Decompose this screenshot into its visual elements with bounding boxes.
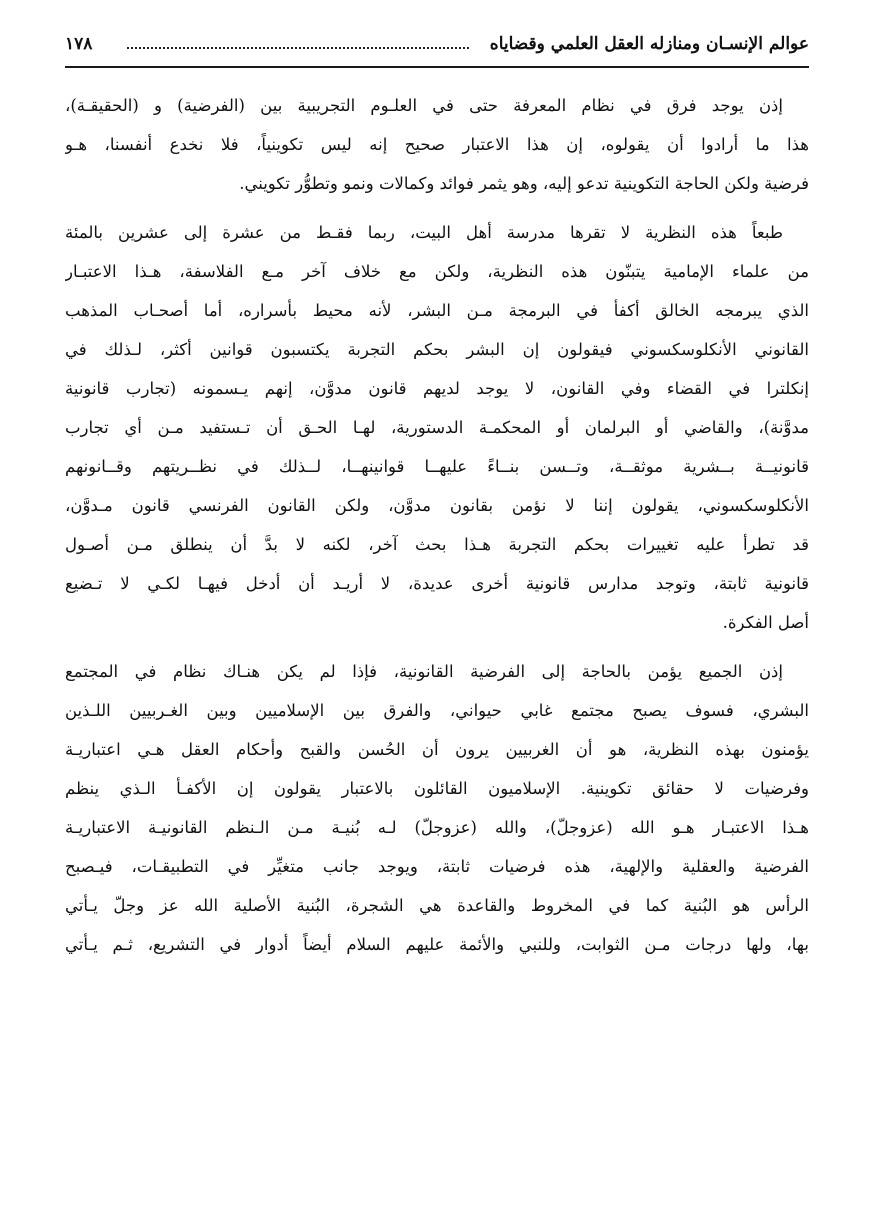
header-title: عوالم الإنسـان ومنازله العقل العلمي وقضاياه	[489, 34, 809, 54]
text-line: أصل الفكرة.	[722, 613, 809, 632]
text-line: بها، ولها درجات مـن الثوابت، وللنبي والأئمة عليهم السلام أيضاً أدوار في التشريع، ثـم يـأتي	[65, 935, 809, 954]
text-line: الفرضية والعقلية والإلهية، هذه فرضيات ثابتة، ويوجد جانب متغيِّر في التطبيقـات، فيـصبح	[65, 857, 809, 876]
text-line: هـذا الاعتبـار هـو الله (عزوجلّ)، والله (عزوجلّ) لـه بُنيـة مـن الـنظم القانونيـة الاعتباريـة	[65, 818, 809, 837]
text-line: إنكلترا في القضاء وفي القانون، لا يوجد لديهم قانون مدوَّن، إنهم يـسمونه (تجارب قانونية	[65, 379, 809, 398]
text-line: إذن يوجد فرق في نظام المعرفة حتى في العلـوم التجريبية بين (الفرضية) و (الحقيقـة)،	[65, 96, 783, 115]
text-line: فرضية ولكن الحاجة التكوينية تدعو إليه، وهو يثمر فوائد وكمالات ونمو وتطوُّر تكويني.	[239, 174, 809, 193]
text-line: إذن الجميع يؤمن بالحاجة إلى الفرضية القانونية، فإذا لم يكن هنـاك نظام في المجتمع	[65, 662, 783, 681]
page-number: ١٧٨	[65, 34, 93, 54]
text-line: من علماء الإمامية يتبنّون هذه النظرية، ولكن مع خلاف آخر مـع الفلاسفة، هـذا الاعتبـار	[65, 262, 809, 281]
text-line: قانونية ثابتة، وتوجد مدارس قانونية أخرى عديدة، لا أريـد أن أدخل فيهـا لكـي لا تـضيع	[65, 574, 809, 593]
text-line: الأنكلوسكسوني، يقولون إننا لا نؤمن بقانون مدوَّن، ولكن القانون الفرنسي قانون مـدوَّن،	[65, 496, 809, 515]
text-line: طبعاً هذه النظرية لا تقرها مدرسة أهل البيت، ربما فقـط من عشرة إلى عشرين بالمئة	[65, 223, 783, 242]
body-text	[65, 86, 809, 974]
text-line: الرأس هو البُنية كما في المخروط والقاعدة هي الشجرة، البُنية الأصلية الله عز وجلّ يـأتي	[65, 896, 809, 915]
text-line: هذا ما أرادوا أن يقولوه، إن هذا الاعتبار صحيح إنه ليس تكوينياً، فلا نخدع أنفسنا، هـو	[65, 135, 809, 154]
text-line: الذي يبرمجه الخالق أكفأ في البرمجة مـن البشر، لأنه محيط بأسراره، أما أصحـاب المذهب	[65, 301, 809, 320]
text-line: قد تطرأ عليه تغييرات بحكم التجربة هـذا بحث آخر، لكنه لا بدَّ أن ينطلق مـن أصـول	[65, 535, 809, 554]
text-line: القانوني الأنكلوسكسوني فيقولون إن البشر بحكم التجربة يكتسبون قوانين أكثر، لـذلك في	[65, 340, 809, 359]
paragraph	[65, 86, 809, 203]
text-line: البشري، فسوف يصبح مجتمع غابي حيواني، والفرق بين الإسلاميين وبين الغـربيين اللـذين	[65, 701, 809, 720]
text-line: مدوَّنة)، والقاضي أو البرلمان أو المحكمـة الدستورية، لهـا الحـق أن تـستفيد مـن أي تجارب	[65, 418, 809, 437]
text-line: يؤمنون بهذه النظرية، هو أن الغربيين يرون أن الحُسن والقبح وأحكام العقل هـي اعتباريـة	[65, 740, 809, 759]
text-line: قانونيــة بــشرية موثقــة، وتــسن بنــاءً عليهــا قوانينهــا، لــذلك في نظــريتهم وقــانونهم	[65, 457, 809, 476]
running-header	[65, 30, 809, 68]
paragraph	[65, 652, 809, 964]
text-line: وفرضيات لا حقائق تكوينية. الإسلاميون القائلون بالاعتبار يقولون إن الأكفـأ الـذي ينظم	[65, 779, 809, 798]
paragraph	[65, 213, 809, 642]
header-dotted-leader	[127, 47, 469, 49]
